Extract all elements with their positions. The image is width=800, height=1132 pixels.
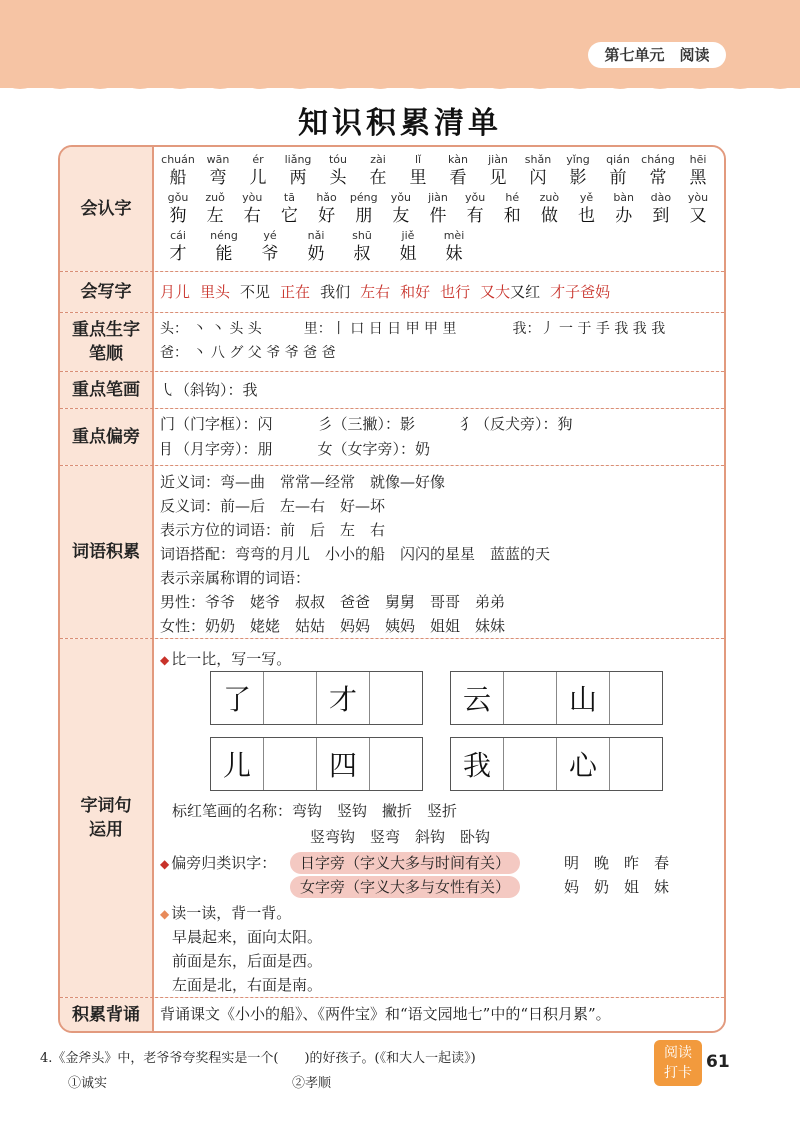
vocab-line: 女性：奶奶 姥姥 姑姑 妈妈 姨妈 姐姐 妹妹 [160,617,506,635]
stroke-order-line-2: 爸： 丶 八 グ 父 爷 爷 爸 爸 [160,345,336,361]
vocab-line: 近义词：弯—曲 常常—经常 就像—好像 [160,473,446,491]
hanzi: 弯 [209,168,227,188]
key-stroke-text: ㇂（斜钩）：我 [160,381,258,399]
char-grid-2 [450,671,663,725]
label-vocab: 词语积累 [60,466,152,638]
pinyin: péng [349,191,378,204]
radical-ri [290,851,520,875]
unit-tab: 第七单元 阅读 [588,42,726,68]
hanzi: 影 [569,168,587,188]
reading-checkin-text: 阅读打卡 [664,1045,692,1081]
diamond-bullet-icon: ◆ [160,857,170,871]
radical-category-text: 偏旁归类识字： [171,854,277,872]
diamond-bullet-icon: ◆ [160,653,170,667]
hanzi: 才 [169,244,187,264]
radicals-line-1: 门（门字框）：闪 彡（三撇）：影 犭（反犬旁）：狗 [160,415,573,433]
hanzi: 好 [318,206,336,226]
recognize-char [309,191,345,227]
recognize-char [197,191,233,227]
hanzi: 到 [652,206,670,226]
pinyin: hé [505,191,520,204]
vocab-line: 表示亲属称谓的词语： [160,569,311,587]
grid-blank [264,738,317,790]
hanzi: 奶 [307,244,325,264]
pinyin: bàn [613,191,635,204]
write-word: 我们 [320,283,351,301]
pinyin: zài [370,153,386,166]
grid-char: 心 [557,738,610,790]
grid-char: 才 [317,672,370,724]
recognize-char [240,153,276,189]
recognize-char [480,153,516,189]
pinyin: yǐng [566,153,590,166]
hanzi: 两 [289,168,307,188]
write-word: 才子 [550,283,581,301]
pinyin: néng [210,229,238,242]
hanzi: 看 [449,168,467,188]
recognize-char [643,191,679,227]
pinyin: dào [650,191,672,204]
recognize-char [200,153,236,189]
recognize-char [252,229,288,265]
pinyin: zuò [539,191,560,204]
hanzi: 右 [243,206,261,226]
hanzi: 和 [503,206,521,226]
hanzi: 头 [329,168,347,188]
write-word: 又红 [510,283,541,301]
hanzi: 朋 [355,206,373,226]
recognize-char [606,191,642,227]
recognize-char [206,229,242,265]
banner-wave [0,70,800,100]
pinyin: kàn [448,153,468,166]
grid-char: 了 [211,672,264,724]
recognize-char [320,153,356,189]
hanzi: 它 [280,206,298,226]
pinyin: lǐ [414,153,422,166]
pinyin: tā [283,191,295,204]
grid-char: 儿 [211,738,264,790]
red-stroke-line-1: 标红笔画的名称：弯钩 竖钩 撇折 竖折 [172,802,458,820]
footer-option-2: ②孝顺 [292,1076,332,1091]
grid-blank [370,738,422,790]
write-word: 爸妈 [580,283,611,301]
pinyin: hǎo [316,191,337,204]
recognize-char [569,191,605,227]
grid-blank [504,672,557,724]
pinyin: hēi [689,153,707,166]
recognize-char [436,229,472,265]
recognize-char [234,191,270,227]
pinyin: tóu [328,153,347,166]
vocab-content [154,466,724,638]
recognize-char [271,191,307,227]
pinyin: yòu [242,191,263,204]
recognize-char [160,229,196,265]
footer-option-1: ①诚实 [68,1076,108,1091]
recognize-char [640,153,676,189]
label-usage [60,639,152,997]
reading-checkin-tag [654,1040,702,1086]
vocab-line: 表示方位的词语：前 后 左 右 [160,521,386,539]
pinyin: yòu [687,191,709,204]
grid-char: 云 [451,672,504,724]
recognize-char [280,153,316,189]
grid-char: 山 [557,672,610,724]
poem-line-2: 前面是东，后面是西。 [172,952,323,970]
pinyin: cháng [641,153,675,166]
hanzi: 前 [609,168,627,188]
recognize-char [680,191,716,227]
pinyin: shǎn [524,153,552,166]
recognize-char [390,229,426,265]
pinyin: ér [252,153,264,166]
write-word: 正在 [280,283,311,301]
recognize-char [160,191,196,227]
recite-text: 背诵课文《小小的船》、《两件宝》和“语文园地七”中的“日积月累”。 [160,1005,611,1023]
page-number: 61 [706,1052,730,1072]
hanzi: 姐 [399,244,417,264]
knowledge-table [58,145,726,1033]
pinyin: nǎi [307,229,325,242]
recognize-char [360,153,396,189]
radical-ri-chars: 明 晚 昨 春 [564,854,670,872]
label-stroke-order [60,313,152,371]
vocab-line: 词语搭配：弯弯的月儿 小小的船 闪闪的星星 蓝蓝的天 [160,545,551,563]
recognize-row [160,191,716,227]
write-word: 里头 [200,283,231,301]
write-word: 和好 [400,283,431,301]
label-key-stroke: 重点笔画 [60,372,152,408]
hanzi: 妹 [445,244,463,264]
recognize-char [440,153,476,189]
recognize-row [160,153,716,189]
label-write: 会写字 [60,272,152,312]
radicals-content [154,409,724,465]
poem-line-1: 早晨起来，面向太阳。 [172,928,323,946]
pinyin: yǒu [390,191,411,204]
hanzi: 又 [689,206,707,226]
label-recognize: 会认字 [60,147,152,271]
page-title: 知识积累清单 [298,106,502,141]
write-words [160,280,610,304]
hanzi: 友 [392,206,410,226]
recognize-char [531,191,567,227]
usage-content [154,639,724,997]
hanzi: 在 [369,168,387,188]
recite-content [154,998,724,1031]
pinyin: chuán [161,153,195,166]
recognize-char [383,191,419,227]
pinyin: yě [579,191,594,204]
hanzi: 黑 [689,168,707,188]
pinyin: yé [263,229,277,242]
grid-blank [264,672,317,724]
red-stroke-line-2: 竖弯钩 竖弯 斜钩 卧钩 [310,828,491,846]
pinyin: cái [170,229,186,242]
write-content [154,272,724,312]
grid-blank [370,672,422,724]
grid-blank [610,738,662,790]
label-usage-line-2: 运用 [89,820,123,840]
grid-char: 四 [317,738,370,790]
hanzi: 爷 [261,244,279,264]
recognize-char [346,191,382,227]
compare-title [160,647,291,672]
hanzi: 常 [649,168,667,188]
recognize-content [154,147,724,271]
key-stroke-content [154,372,724,408]
pinyin: liǎng [284,153,312,166]
hanzi: 狗 [169,206,187,226]
hanzi: 左 [206,206,224,226]
footer-question: 4.《金斧头》中，老爷爷夸奖程实是一个( )的好孩子。(《和大人一起读》) [40,1051,476,1066]
recognize-char [600,153,636,189]
diamond-bullet-icon: ◆ [160,907,170,921]
pinyin: wān [206,153,230,166]
recognize-char [400,153,436,189]
radical-nv [290,875,520,899]
label-usage-line-1: 字词句 [80,796,132,816]
label-radicals: 重点偏旁 [60,409,152,465]
stroke-order-content [154,313,724,371]
grid-blank [610,672,662,724]
read-title [160,901,291,926]
label-stroke-order-text: 重点生字笔顺 [72,320,140,364]
hanzi: 做 [540,206,558,226]
hanzi: 能 [215,244,233,264]
recognize-char [160,153,196,189]
recognize-char [298,229,334,265]
compare-title-text: 比一比，写一写。 [171,650,292,668]
pinyin: zuǒ [205,191,225,204]
recognize-char [520,153,556,189]
char-grid-3 [210,737,423,791]
hanzi: 有 [466,206,484,226]
pinyin: qián [606,153,630,166]
grid-char: 我 [451,738,504,790]
label-recite: 积累背诵 [60,998,152,1031]
recognize-char [680,153,716,189]
pinyin: mèi [443,229,465,242]
pinyin: jiàn [428,191,448,204]
hanzi: 见 [489,168,507,188]
hanzi: 闪 [529,168,547,188]
vocab-line: 男性：爷爷 姥爷 叔叔 爸爸 舅舅 哥哥 弟弟 [160,593,506,611]
pinyin: jiě [401,229,415,242]
hanzi: 件 [429,206,447,226]
hanzi: 船 [169,168,187,188]
vocab-line: 反义词：前—后 左—右 好—坏 [160,497,386,515]
radical-nv-pill: 女字旁（字义大多与女性有关） [290,876,520,898]
recognize-char [344,229,380,265]
write-word: 也行 [440,283,471,301]
poem-line-3: 左面是北，右面是南。 [172,976,323,994]
radicals-line-2: ⺝（月字旁）：朋 女（女字旁）：奶 [160,440,431,458]
radical-ri-pill: 日字旁（字义大多与时间有关） [290,852,520,874]
recognize-char [457,191,493,227]
recognize-row [160,229,716,265]
hanzi: 叔 [353,244,371,264]
char-grid-1 [210,671,423,725]
write-word: 又大 [480,283,511,301]
recognize-char [560,153,596,189]
pinyin: shū [352,229,372,242]
pinyin: jiàn [488,153,508,166]
pinyin: gǒu [167,191,189,204]
pinyin: yǒu [465,191,486,204]
stroke-order-line-1: 头： 丶 丶 头 头 里：丨 口 日 日 甲 甲 里 我：丿 一 于 手 我 我 我 [160,321,666,337]
read-title-text: 读一读，背一背。 [171,904,292,922]
write-word: 不见 [240,283,271,301]
char-grid-4 [450,737,663,791]
grid-blank [504,738,557,790]
hanzi: 儿 [249,168,267,188]
write-word: 月儿 [160,283,191,301]
hanzi: 办 [615,206,633,226]
radical-category-title [160,851,276,876]
recognize-char [494,191,530,227]
recognize-char [420,191,456,227]
radical-nv-chars: 妈 奶 姐 妹 [564,878,670,896]
hanzi: 里 [409,168,427,188]
write-word: 左右 [360,283,391,301]
hanzi: 也 [578,206,596,226]
